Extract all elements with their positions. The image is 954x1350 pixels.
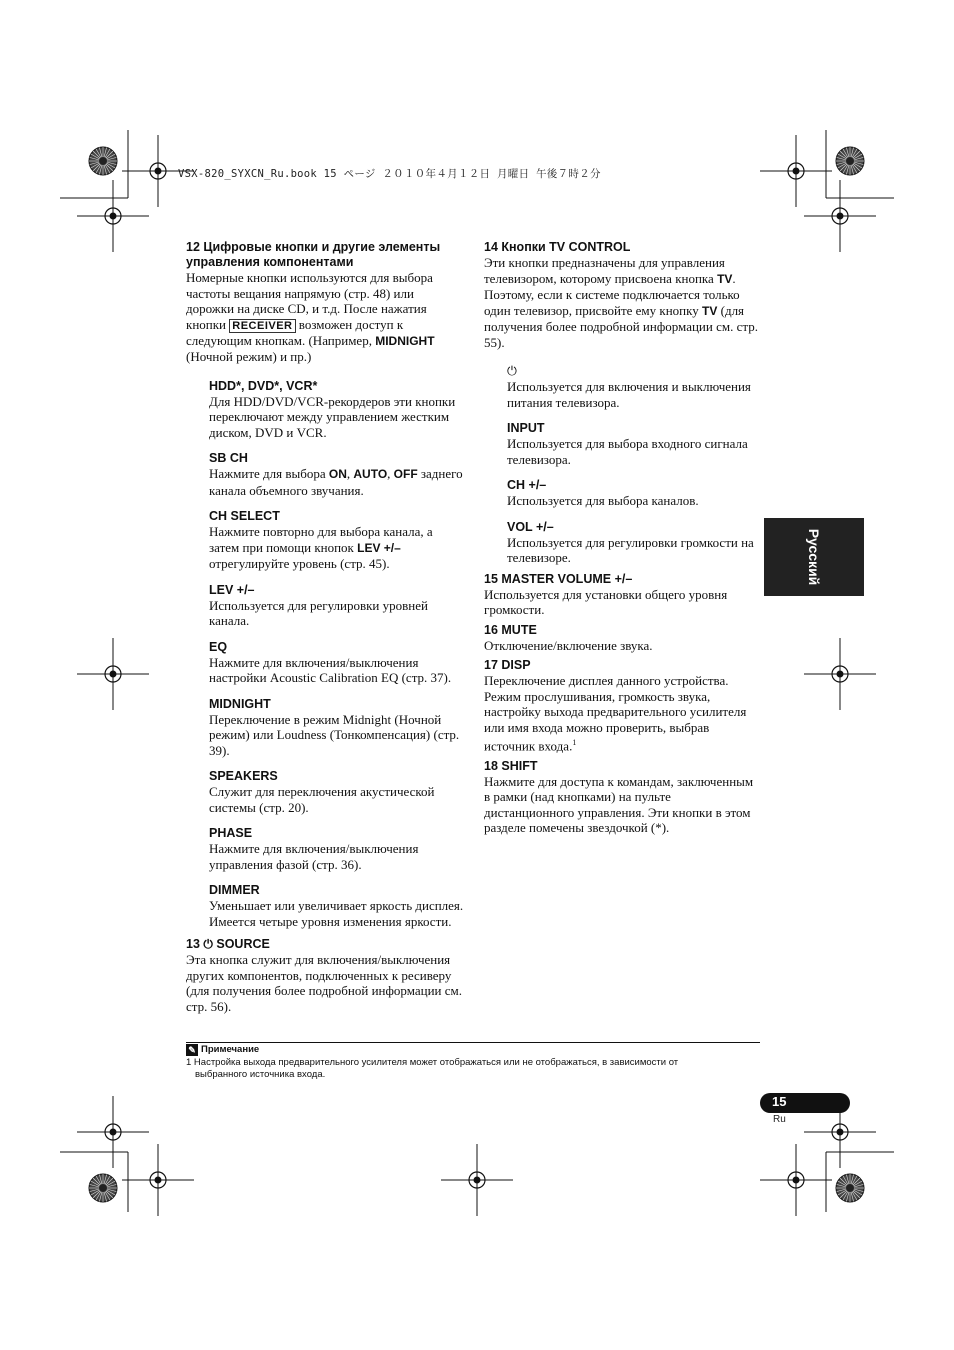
star-center — [99, 157, 107, 165]
speakers-heading: SPEAKERS — [209, 769, 278, 783]
section-16-heading: 16 MUTE — [484, 622, 537, 637]
crosshair-dot — [793, 1177, 800, 1184]
vol-heading: VOL +/– — [507, 519, 554, 534]
tv-inline-1: TV — [717, 271, 733, 286]
star-center — [99, 1184, 107, 1192]
chselect-lev: LEV +/– — [357, 540, 401, 555]
lev-heading: LEV +/– — [209, 582, 255, 597]
section-17-body — [484, 673, 762, 754]
footnote-line-1: 1 Настройка выхода предварительного усилителя может отображаться или не отображаться, в зависимости от — [186, 1056, 679, 1068]
chselect-item — [186, 509, 464, 572]
language-side-tab — [764, 518, 864, 596]
crosshair-dot — [837, 213, 844, 220]
footnote-ref: 1 — [572, 738, 577, 747]
section-12-text-2: возможен доступ к следующим кнопкам. (Например, — [186, 316, 404, 348]
section-13-body: Эта кнопка служит для включения/выключения других компонентов, подключенных к ресиверу (для получения более подробной информации см. стр. 56). — [186, 952, 462, 1014]
dimmer-body: Уменьшает или увеличивает яркость дисплея. Имеется четыре уровня изменения яркости. — [209, 898, 464, 929]
hdd-heading: HDD*, DVD*, VCR* — [209, 378, 318, 393]
crosshair-dot — [837, 671, 844, 678]
eq-item — [186, 640, 464, 686]
ch-item — [484, 478, 762, 509]
input-heading: INPUT — [507, 421, 545, 435]
page-number-badge — [760, 1093, 850, 1113]
page-language-code: Ru — [773, 1114, 786, 1125]
vol-body: Используется для регулировки громкости на телевизоре. — [507, 534, 754, 565]
section-14-text-3: (для получения более подробной информации см. стр. 55). — [484, 302, 758, 350]
dimmer-heading: DIMMER — [209, 883, 260, 897]
crosshair-dot — [837, 1129, 844, 1136]
footnote-line-2: выбранного источника входа. — [195, 1069, 326, 1080]
section-12-heading: 12 Цифровые кнопки и другие элементы управления компонентами — [186, 240, 441, 269]
section-15-body: Используется для установки общего уровня громкости. — [484, 586, 728, 617]
tv-power-icon: ⏻ — [507, 364, 517, 378]
section-13-heading — [186, 937, 464, 952]
footnote-block — [186, 1044, 766, 1082]
eq-body: Нажмите для включения/выключения настройки Acoustic Calibration EQ (стр. 37). — [209, 654, 452, 685]
section-16-body: Отключение/включение звука. — [484, 637, 653, 653]
section-13-number: 13 — [186, 937, 204, 951]
section-15-heading: 15 MASTER VOLUME +/– — [484, 571, 633, 586]
book-file-header: VSX-820_SYXCN_Ru.book 15 ページ ２０１０年４月１２日 月曜日 午後７時２分 — [178, 168, 601, 180]
section-12-text-1: Номерные кнопки используются для выбора частоты вещания напрямую (стр. 48) или дорожки на диске CD, и т.д. После нажатия кнопки — [186, 270, 433, 332]
phase-item — [186, 826, 464, 872]
crosshair-dot — [110, 671, 117, 678]
speakers-body: Служит для переключения акустической системы (стр. 20). — [209, 784, 435, 815]
midnight-body: Переключение в режим Midnight (Ночной режим) или Loudness (Тонкомпенсация) (стр. 39). — [209, 711, 460, 758]
crosshair-dot — [110, 1129, 117, 1136]
lev-item — [186, 583, 464, 629]
crosshair-dot — [155, 1177, 162, 1184]
crosshair-dot — [155, 168, 162, 175]
section-14-heading: 14 Кнопки TV CONTROL — [484, 240, 631, 254]
crosshair-dot — [110, 213, 117, 220]
sbch-text-2: заднего канала объемного звучания. — [209, 466, 463, 498]
sbch-heading: SB CH — [209, 451, 248, 465]
sbch-body — [209, 466, 464, 498]
star-center — [846, 1184, 854, 1192]
midnight-inline: MIDNIGHT — [375, 333, 435, 348]
eq-heading: EQ — [209, 639, 228, 654]
lev-body: Используется для регулировки уровней канала. — [209, 597, 428, 628]
section-14-text-1: Эти кнопки предназначены для управления телевизором, которому присвоена кнопка — [484, 255, 725, 286]
midnight-item — [186, 697, 464, 759]
note-pencil-icon: ✎ — [186, 1044, 198, 1056]
ch-body: Используется для выбора каналов. — [507, 493, 699, 508]
hdd-item — [186, 379, 464, 441]
midnight-heading: MIDNIGHT — [209, 696, 271, 711]
section-17-text: Переключение дисплея данного устройства. Режим прослушивания, громкость звука, настройку выхода предварительного усилителя или имя входа можно проверить, выбрав источник входа. — [484, 673, 747, 754]
sbch-auto: AUTO — [353, 467, 388, 481]
tv-inline-2: TV — [702, 303, 718, 318]
input-item — [484, 421, 762, 467]
vol-item — [484, 520, 762, 566]
tv-power-item — [484, 364, 762, 410]
chselect-text-2: отрегулируйте уровень (стр. 45). — [209, 556, 390, 571]
receiver-button-label: RECEIVER — [229, 319, 295, 333]
phase-body: Нажмите для включения/выключения управления фазой (стр. 36). — [209, 841, 419, 872]
left-column — [186, 240, 464, 1014]
chselect-heading: CH SELECT — [209, 509, 280, 523]
section-14-body — [484, 255, 762, 350]
chselect-body — [209, 524, 464, 572]
speakers-item — [186, 769, 464, 815]
note-title: Примечание — [201, 1044, 260, 1055]
sbch-on: ON — [328, 467, 347, 481]
section-17-heading: 17 DISP — [484, 658, 531, 672]
sbch-comma-2: , — [387, 466, 394, 481]
right-column — [484, 240, 762, 836]
tv-power-body: Используется для включения и выключения питания телевизора. — [507, 379, 751, 410]
dimmer-item — [186, 883, 464, 929]
crosshair-dot — [793, 168, 800, 175]
chselect-text-1: Нажмите повторно для выбора канала, а затем при помощи кнопок — [209, 524, 433, 555]
note-title-row — [186, 1044, 766, 1057]
section-14-text-2: . Поэтому, если к системе подключается только один телевизор, присвойте ему кнопку — [484, 270, 740, 318]
crosshair-dot — [474, 1177, 481, 1184]
language-side-tab-label: Русский — [806, 528, 822, 586]
sbch-item — [186, 451, 464, 498]
input-body: Используется для выбора входного сигнала телевизора. — [507, 436, 748, 467]
star-center — [846, 157, 854, 165]
section-18-body: Нажмите для доступа к командам, заключенным в рамки (над кнопками) на пульте дистанционного управления. Эти кнопки в этом разделе помечены звездочкой (*). — [484, 773, 754, 836]
sbch-off: OFF — [393, 467, 418, 481]
page-number: 15 — [772, 1094, 787, 1109]
power-icon: ⏻ — [203, 937, 213, 951]
ch-heading: CH +/– — [507, 478, 547, 492]
sbch-text-1: Нажмите для выбора — [209, 466, 329, 481]
section-13-label: SOURCE — [212, 937, 270, 951]
section-18-heading: 18 SHIFT — [484, 758, 538, 773]
phase-heading: PHASE — [209, 826, 253, 840]
sbch-comma-1: , — [346, 466, 354, 481]
note-divider — [186, 1042, 760, 1043]
hdd-body: Для HDD/DVD/VCR-рекордеров эти кнопки переключают между управлением жестким диском, DVD и VCR. — [209, 393, 456, 440]
section-12-text-3: (Ночной режим) и пр.) — [186, 349, 312, 364]
section-12-body — [186, 270, 464, 365]
